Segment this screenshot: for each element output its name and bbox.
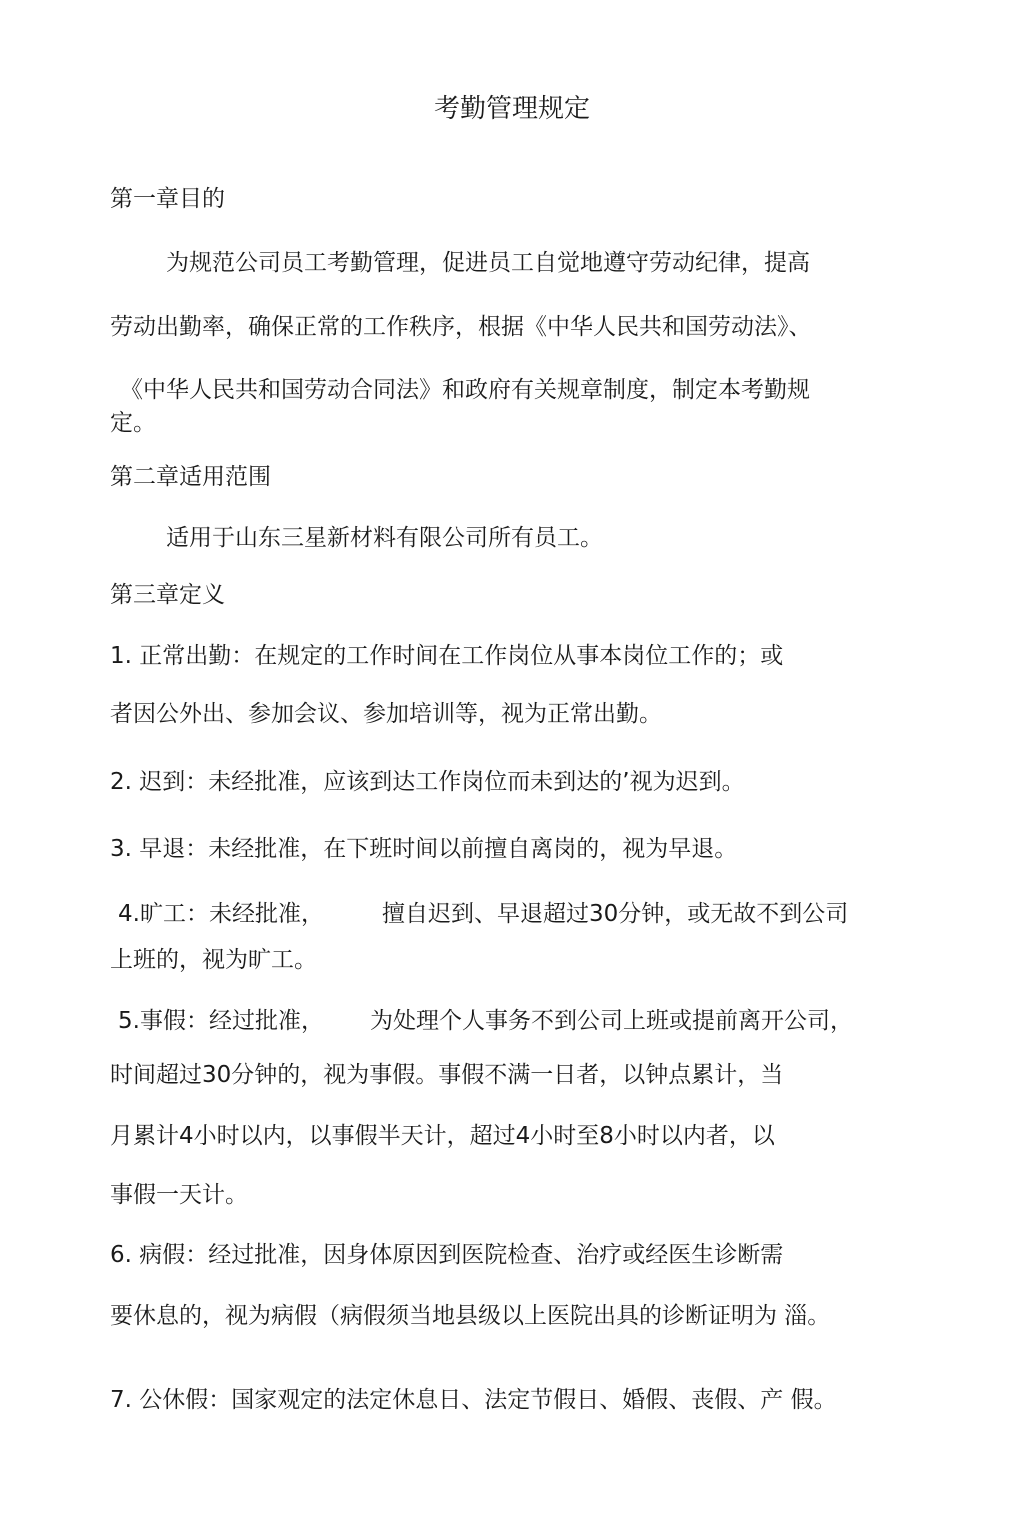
chapter-3-heading: 第三章定义: [110, 582, 225, 608]
definition-item-line: 者因公外出、参加会议、参加培训等，视为正常出勤。: [110, 701, 662, 727]
chapter-2-heading: 第二章适用范围: [110, 464, 271, 490]
definition-item-line: 时间超过30分钟的，视为事假。事假不满一日者，以钟点累计，当: [110, 1062, 784, 1088]
definition-item-line: 1. 正常出勤：在规定的工作时间在工作岗位从事本岗位工作的；或: [110, 643, 784, 669]
definition-item-line: 6. 病假：经过批准，因身体原因到医院检查、治疗或经医生诊断需: [110, 1242, 784, 1268]
definition-item-line: 2. 迟到：未经批准，应该到达工作岗位而未到达的’视为迟到。: [110, 769, 745, 795]
document-title: 考勤管理规定: [433, 94, 590, 124]
chapter-1-heading: 第一章目的: [110, 186, 225, 212]
definition-item-line: 5.事假：经过批准，: [118, 1008, 324, 1034]
definition-item-line: 4.旷工：未经批准，: [118, 901, 324, 927]
definition-item-line: 月累计4小时以内，以事假半天计，超过4小时至8小时以内者，以: [110, 1123, 775, 1149]
chapter-1-paragraph-line: 为规范公司员工考勤管理，促进员工自觉地遵守劳动纪律，提高: [166, 250, 810, 276]
definition-item-line: 3. 早退：未经批准，在下班时间以前擅自离岗的，视为早退。: [110, 836, 738, 862]
chapter-1-paragraph-line: 劳动出勤率，确保正常的工作秩序，根据《中华人民共和国劳动法》、: [110, 314, 812, 340]
definition-item-line: 7. 公休假：国家观定的法定休息日、法定节假日、婚假、丧假、产 假。: [110, 1387, 837, 1413]
definition-item-line: 擅自迟到、早退超过30分钟，或无故不到公司: [382, 901, 849, 927]
chapter-1-paragraph-line: 定。: [110, 410, 156, 436]
definition-item-line: 上班的，视为旷工。: [110, 947, 317, 973]
definition-item-line: 事假一天计。: [110, 1182, 248, 1208]
definition-item-line: 要休息的，视为病假（病假须当地县级以上医院出具的诊断证明为 淄。: [110, 1303, 831, 1329]
definition-item-line: 为处理个人事务不到公司上班或提前离开公司，: [370, 1008, 853, 1034]
chapter-1-paragraph-line: 《中华人民共和国劳动合同法》和政府有关规章制度，制定本考勤规: [120, 377, 810, 403]
chapter-2-paragraph-line: 适用于山东三星新材料有限公司所有员工。: [166, 525, 603, 551]
